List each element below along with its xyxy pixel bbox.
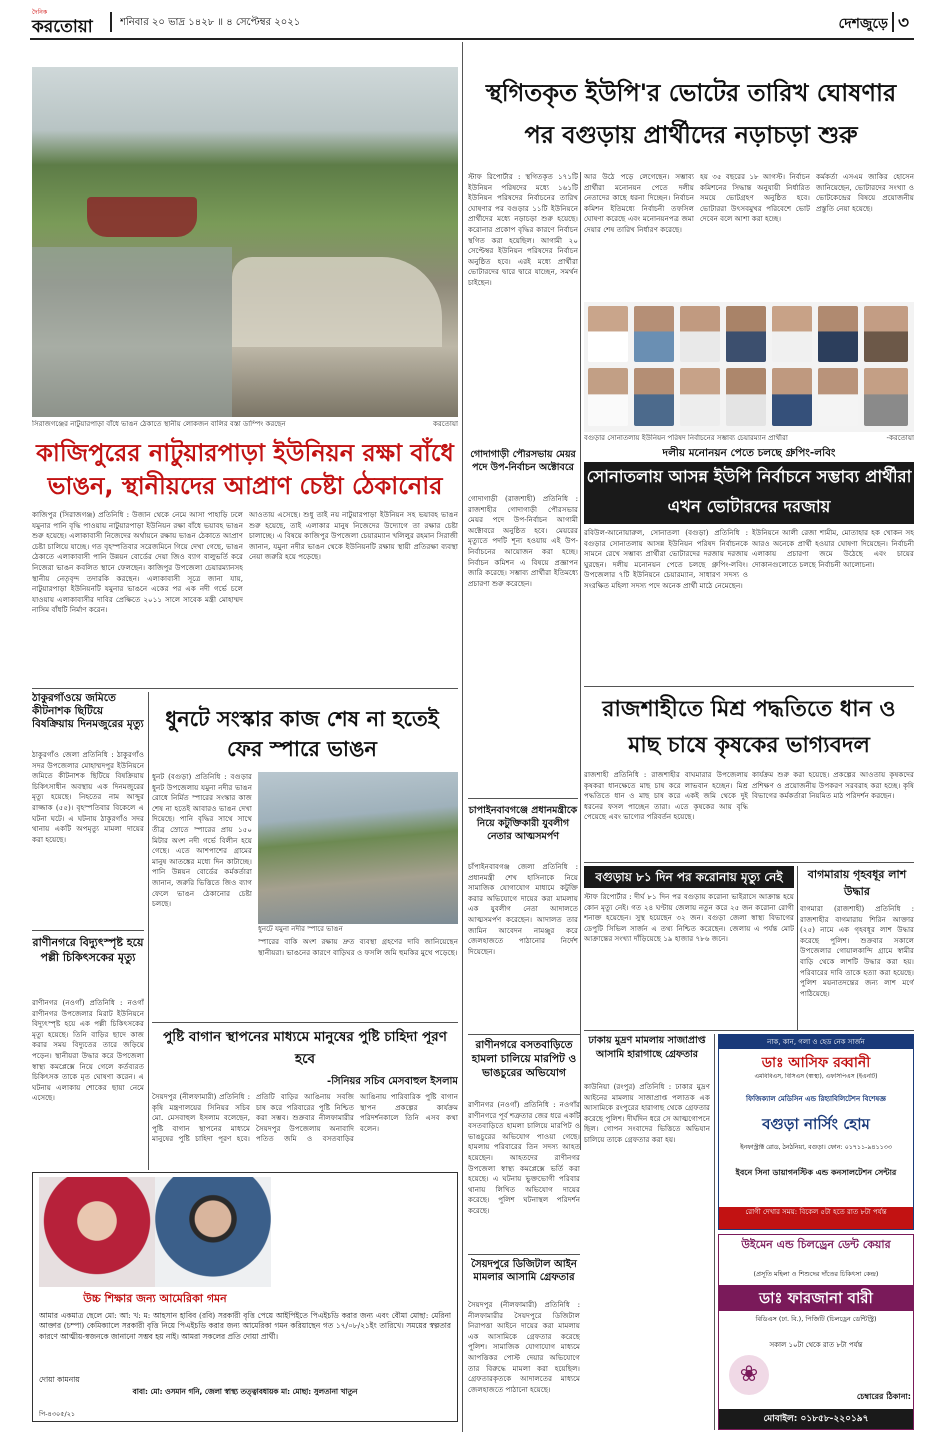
- story10-headline[interactable]: রাজশাহীতে মিশ্র পদ্ধতিতে ধান ও মাছ চাষে কৃষকের ভাগ্যবদল: [602, 697, 896, 758]
- logo-text: করতোয়া: [32, 17, 93, 34]
- story12-body: বাগমারা (রাজশাহী) প্রতিনিধি : রাজশাহীর বাগমারায় শিরিন আক্তার (২৫) নামে এক গৃহবধূর লাশ উদ্ধার করেছে পুলিশ। শুক্রবার সকালে উপজেলার গোয়ালকান্দি গ্রামে স্বামীর বাড়ি থেকে লাশটি উদ্ধার করা হয়। পরিবারের দাবি তাকে হত্যা করা হয়েছে। পুলিশ ময়নাতদন্তের জন্য লাশ মর্গে পাঠিয়েছে।: [800, 904, 914, 998]
- logo[interactable]: [30, 8, 108, 34]
- story14-body: চাঁপাইনবাবগঞ্জ জেলা প্রতিনিধি : প্রধানমন্ত্রী শেখ হাসিনাকে নিয়ে সামাজিক যোগাযোগ মাধ্যমে কটুক্তি করার অভিযোগে দায়ের করা মামলায় এক যুবলীগ নেতা আদালতে আত্মসমর্পণ করেছেন। আদালত তার জামিন আবেদন নামঞ্জুর করে জেলহাজতে পাঠানোর নির্দেশ দিয়েছেন।: [468, 862, 578, 956]
- candidate-photo: [864, 306, 908, 362]
- doctor2-subtitle: (প্রসূতি মহিলা ও শিশুদের দাঁতের চিকিৎসা কেন্দ্র): [753, 1270, 879, 1278]
- candidate-photo: [634, 306, 674, 362]
- graduation-ad-parents: বাবা: মো: ওসমান গনি, জেলা স্বাস্থ্য তত্ত্বাবধায়ক মা: মোছা: সুলতানা খাতুন: [132, 1387, 358, 1396]
- candidate-photo: [588, 306, 628, 362]
- graduation-ad-title: উচ্চ শিক্ষার জন্য আমেরিকা গমন: [39, 1290, 271, 1308]
- spur-photo: [258, 772, 458, 924]
- story7-body: স্টাফ রিপোর্টার : স্থগিতকৃত ১৭১টি ইউনিয়ন পরিষদের মধ্যে ১৬১টি ইউনিয়ন পরিষদের নির্বাচনের তারিখ ঘোষণার পর বগুড়ার ১১টি ইউনিয়নে প্রার্থীদের মধ্যে নড়াচড়া শুরু হয়েছে। করোনার প্রকোপ বৃদ্ধির কারণে নির্বাচন স্থগিত করা হয়েছিল। আগামী ২০ সেপ্টেম্বর ইউনিয়ন পরিষদের নির্বাচন অনুষ্ঠিত হবে। এরই মধ্যে প্রার্থীরা ভোটারদের দ্বারে দ্বারে যাচ্ছেন, সমর্থন চাইছেন।: [468, 172, 578, 287]
- story5-byline: -সিনিয়র সচিব মেসবাহুল ইসলাম: [327, 1076, 458, 1087]
- story14-headline[interactable]: চাপাইনবাবগঞ্জে প্রধানমন্ত্রীকে নিয়ে কটুক্তিকারী যুবলীগ নেতার আত্মসমর্পণ: [468, 805, 578, 842]
- graduation-ad-ref: পি-৪৩০৫/২১: [39, 1410, 76, 1418]
- doctor2-title: উইমেন এন্ড চিলড্রেন ডেন্ট কেয়ার: [741, 1238, 891, 1251]
- candidate-photo: [772, 368, 812, 426]
- story7-body2: আর উঠে পড়ে লেগেছেন। সম্ভাব্য প্রার্থীরা মনোনয়ন পেতে দলীয় নেতাদের কাছে ধরনা দিচ্ছেন। নির্বাচন কমিশন ইতিমধ্যে নির্বাচনী তফসিল ঘোষণা করেছে এবং মনোনয়নপত্র জমা দেয়ার শেষ তারিখ নির্ধারণ করেছে।: [584, 172, 694, 234]
- divider-h1: [32, 688, 458, 689]
- story11-body: স্টাফ রিপোর্টার : দীর্ঘ ৮১ দিন পর বগুড়ায় করোনা ভাইরাসে আক্রান্ত হয়ে কোন মৃত্যু নেই। গত ২৪ ঘণ্টায় জেলায় নতুন করে ২৫ জন করোনা রোগী শনাক্ত হয়েছেন। সুস্থ হয়েছেন ৩২ জন। বগুড়া জেলা স্বাস্থ্য বিভাগের ডেপুটি সিভিল সার্জন এ তথ্য নিশ্চিত করেছেন। জেলায় এ পর্যন্ত মোট আক্রান্তের সংখ্যা দাঁড়িয়েছে ১৯ হাজার ৭৮৬ জনে।: [584, 892, 794, 944]
- story4-body: ধুনট (বগুড়া) প্রতিনিধি : বগুড়ার ধুনট উপজেলায় যমুনা নদীর ভাঙন রোধে নির্মিত স্পারের সংস্কার কাজ শেষ না হতেই আবারও ভাঙন দেখা দিয়েছে। পানি বৃদ্ধির সাথে সাথে তীব্র স্রোতে স্পারের প্রায় ১৫০ মিটার অংশ নদী গর্ভে বিলীন হয়ে গেছে। এতে আশপাশের গ্রামের মানুষ আতঙ্কের মধ্যে দিন কাটাচ্ছে। পানি উন্নয়ন বোর্ডের কর্মকর্তারা জানান, জরুরি ভিত্তিতে জিও ব্যাগ ফেলে ভাঙন ঠেকানোর চেষ্টা চলছে।: [152, 772, 252, 909]
- story7-body3: হয় ৩৫ বছরের ১৮ আগস্ট। নির্বাচন কমিশনের সিদ্ধান্ত অনুযায়ী নির্ধারিত সময়ে ভোটগ্রহণ অনুষ্ঠিত হবে। ভোটাররা উৎসবমুখর পরিবেশে ভোট দেবেন বলে আশা করা হচ্ছে।: [700, 172, 810, 224]
- doctor1-name: ডাঃ আসিফ রব্বানী: [761, 1055, 871, 1071]
- story3-body: রাণীনগর (নওগাঁ) প্রতিনিধি : নওগাঁ রাণীনগর উপজেলার মিরাট ইউনিয়নে বিদ্যুৎস্পৃষ্ট হয়ে এক পল্লী চিকিৎসকের মৃত্যু হয়েছে। তিনি বাড়ির ছাদে কাজ করার সময় বিদ্যুতের তারে জড়িয়ে পড়েন। স্থানীয়রা উদ্ধার করে উপজেলা স্বাস্থ্য কমপ্লেক্সে নিয়ে গেলে কর্তব্যরত চিকিৎসক তাকে মৃত ঘোষণা করেন। এ ঘটনায় এলাকায় শোকের ছায়া নেমে এসেছে।: [32, 998, 144, 1103]
- doctor1-degree: এমবিবিএস, বিসিএস (স্বাস্থ্য), এফসিপিএস (ইএনটি): [754, 1073, 878, 1080]
- doctor1-address: ইনফাস্ট্রাক্ট রোড, ঠনঠনিয়া, বগুড়া। ফোন: ০১৭১১-৯৪১১৩৩: [740, 1144, 892, 1151]
- doctor1-center: ইবনে সিনা ডায়াগনস্টিক এন্ড কনসালটেশন সেন্টার: [735, 1168, 897, 1177]
- story3-headline[interactable]: রাণীনগরে বিদ্যুৎস্পৃষ্ট হয়ে পল্লী চিকিৎসকের মৃত্যু: [32, 936, 144, 964]
- candidate-photo: [726, 368, 766, 426]
- doctor1-top: নাক, কান, গলা ও হেড নেক সার্জন: [719, 1035, 913, 1049]
- story2-body: ঠাকুরগাঁও জেলা প্রতিনিধি : ঠাকুরগাঁও সদর উপজেলার মোহাম্মদপুর ইউনিয়নে জমিতে কীটনাশক ছিটিয়ে বিষক্রিয়ায় চিকিৎসাধীন অবস্থায় এক দিনমজুরের মৃত্যু হয়েছে। নিহতের নাম আব্দুর রাজ্জাক (৫৫)। বৃহস্পতিবার বিকেলে এ ঘটনা ঘটে। এ ঘটনায় ঠাকুরগাঁও সদর থানায় একটি অপমৃত্যু মামলা দায়ের করা হয়েছে।: [32, 750, 144, 844]
- divider-main-v: [462, 42, 463, 1432]
- divider-v3: [797, 866, 798, 1030]
- divider-s6: [468, 1034, 580, 1035]
- section-name: দেশজুড়ে: [838, 16, 888, 32]
- story5-headline[interactable]: পুষ্টি বাগান স্থাপনের মাধ্যমে মানুষের পুষ্টি চাহিদা পূরণ হবে: [163, 1029, 447, 1067]
- doctor-ad-2[interactable]: [718, 1234, 914, 1430]
- graduation-ad-greeting: দোয়া কামনায়: [39, 1375, 80, 1384]
- candidate-photo: [680, 368, 720, 426]
- doctor2-phone: মোবাইল: ০১৮৫৮-২২০১৯৭: [719, 1409, 913, 1429]
- story7-caption: বগুড়ার সোনাতলায় ইউনিয়ন পরিষদ নির্বাচনের সম্ভাব্য চেয়ারম্যান প্রার্থীরা: [584, 434, 788, 442]
- candidate-photo: [864, 368, 908, 426]
- story9-body2: ইউনিয়নে আলী রেজা শামীম, মোতাহার হক খোকন সহ আরও অনেকে প্রার্থী হওয়ার ঘোষণা দিয়েছেন। নির্বাচনী এলাকায় প্রচারণা জমে উঠেছে এবং চায়ের দোকানগুলোতে চলছে নির্বাচনী আলোচনা।: [752, 528, 914, 569]
- sandbags-shape: [232, 257, 442, 347]
- embankment-photo: [32, 67, 458, 417]
- doctor2-time: সকাল ১০টা থেকে রাত ৮টা পর্যন্ত: [769, 1341, 863, 1349]
- story10-body2: কার্যক্রম শুরু করা হয়েছে। প্রকল্পের আওতায় কৃষকদের প্রশিক্ষণ ও প্রয়োজনীয় উপকরণ সরবরাহ করা হচ্ছে। কৃষি বিভাগের কর্মকর্তারা নিয়মিত মাঠ পরিদর্শন করছেন।: [752, 770, 914, 801]
- story4-headline[interactable]: ধুনটে সংস্কার কাজ শেষ না হতেই ফের স্পারে ভাঙন: [165, 707, 439, 761]
- candidate-photo: [680, 306, 720, 362]
- candidate-photo: [818, 368, 858, 426]
- divider-s8: [468, 798, 578, 799]
- story9-headline[interactable]: সোনাতলায় আসন্ন ইউপি নির্বাচনে সম্ভাব্য প্রার্থীরা এখন ভোটারদের দরজায়: [584, 462, 914, 524]
- candidate-photo: [726, 306, 766, 362]
- story11-headline[interactable]: বগুড়ায় ৮১ দিন পর করোনায় মৃত্যু নেই: [584, 866, 794, 888]
- issue-date: শনিবার ২০ ভাদ্র ১৪২৮ ॥ ৪ সেপ্টেম্বর ২০২১: [120, 17, 301, 28]
- story10-body: রাজশাহী প্রতিনিধি : রাজশাহীর বাঘমারার উপজেলায় কৃষকরা ধানক্ষেতে মাছ চাষ করে লাভবান হচ্ছেন। মিশ্র পদ্ধতিতে ধান ও মাছ চাষ করে একই জমি থেকে দুই ধরনের ফসল পাচ্ছেন তারা। এতে কৃষকের আয় বৃদ্ধি পেয়েছে এবং ভাগ্যের পরিবর্তন হয়েছে।: [584, 770, 748, 822]
- story7-credit: -করতোয়া: [886, 434, 914, 442]
- doctor2-degree: বিডিএস (ঢা. বি.), পিজিটি (চিলড্রেন ডেন্টিস্ট্রি): [755, 1315, 877, 1323]
- boat-shape: [87, 197, 197, 237]
- masthead: [30, 8, 914, 36]
- doctor2-name: ডাঃ ফারজানা বারী: [719, 1285, 913, 1311]
- story4-body2: স্পারের বাকি অংশ রক্ষায় দ্রুত ব্যবস্থা গ্রহণের দাবি জানিয়েছেন স্থানীয়রা। ভাঙনের কারণে বাড়িঘর ও ফসলি জমি হুমকির মুখে পড়েছে।: [258, 937, 458, 957]
- divider-h4: [584, 862, 914, 863]
- story8-headline[interactable]: গোদাগাড়ী পৌরসভায় মেয়র পদে উপ-নির্বাচন অক্টোবরে: [470, 449, 576, 473]
- story5-body: সৈয়দপুর (নীলফামারী) প্রতিনিধি : কৃষি মন্ত্রণালয়ের সিনিয়র সচিব মো. মেসবাহুল ইসলাম বলেছেন, পুষ্টি বাগান স্থাপনের মাধ্যমে মানুষের পুষ্টি চাহিদা পূরণ হবে। প্রতিটি বাড়ির আঙিনায় সবজি চাষ করে পরিবারের পুষ্টি নিশ্চিত করা সম্ভব। শুক্রবার নীলফামারীর সৈয়দপুর উপজেলায় অনাবাদি পতিত জমি ও বসতবাড়ির আঙিনায় পারিবারিক পুষ্টি বাগান স্থাপন প্রকল্পের কার্যক্রম পরিদর্শনকালে তিনি এসব কথা বলেন।: [152, 1092, 458, 1144]
- divider-h2: [152, 1022, 458, 1023]
- divider-v1: [148, 692, 149, 1170]
- doctor2-chamber: চেম্বারের ঠিকানা:: [856, 1392, 911, 1401]
- story2-headline[interactable]: ঠাকুরগাঁওয়ে জমিতে কীটনাশক ছিটিয়ে বিষক্রিয়ায় দিনমজুরের মৃত্যু: [32, 692, 144, 730]
- divider-h5: [584, 1030, 914, 1031]
- story1-body2: আওতায় এসেছে। শুধু তাই নয় নাটুয়ারপাড়া ইউনিয়ন সহ ভয়াবহ ভাঙন শুরু হয়েছে, তাই এলাকার মানুষ নিজেদের উদ্যোগে তা রক্ষার চেষ্টা চালাচ্ছে। এ বিষয়ে কাজিপুর উপজেলা চেয়ারম্যান খলিলুর রহমান সিরাজী জানান, যমুনা নদীর ভাঙন থেকে ইউনিয়নটি রক্ষায় স্থায়ী প্রতিরক্ষা ব্যবস্থা নেয়া জরুরি হয়ে পড়েছে।: [249, 510, 458, 562]
- masthead-rule: [30, 38, 914, 40]
- doctor1-time: রোগী দেখার সময়: বিকেল ৫টা হতে রাত ৮টা পর্যন্ত: [719, 1207, 913, 1229]
- doctor1-specialty: ফিজিক্যাল মেডিসিন এন্ড রিহ্যাবিলিটেশন বিশেষজ্ঞ: [746, 1095, 886, 1103]
- story1-body: কাজিপুর (সিরাজগঞ্জ) প্রতিনিধি : উজান থেকে নেমে আসা পাহাড়ি ঢলে যমুনার পানি বৃদ্ধি পাওয়ায় নাটুয়ারপাড়া ইউনিয়ন রক্ষা বাঁধে ভয়াবহ ভাঙন শুরু হয়েছে। এলাকাবাসী নিজেদের অর্থায়নে রক্ষায় ভাঙন ঠেকাতে আপ্রাণ চেষ্টা চালিয়ে যাচ্ছে। গত বৃহস্পতিবার সরেজমিনে গিয়ে দেখা গেছে, ভাঙন ঠেকাতে এলাকাবাসী পানি উন্নয়ন বোর্ডের দেয়া জিও ব্যাগ বালুভর্তি করে নিজেরা ভাঙন কবলিত স্থানে ফেলছেন। কাজিপুর উপজেলা চেয়ারম্যানসহ স্থানীয় নেতৃবৃন্দ তদারকি করছেন। এলাকাবাসী সূত্রে জানা যায়, নাটুয়ারপাড়া ইউনিয়নটি যমুনার ভাঙনে একের পর এক নদী গর্ভে চলে যাওয়ায় এলাকাবাসীর দাবির প্রেক্ষিতে ২০১১ সালে সাবেক মন্ত্রী মোহাম্মদ নাসিম বাঁধটি নির্মাণ করেন।: [32, 510, 243, 615]
- logo-small: দৈনিক: [32, 9, 48, 16]
- story8-body: গোদাগাড়ী (রাজশাহী) প্রতিনিধি : রাজশাহীর গোদাগাড়ী পৌরসভার মেয়র পদে উপ-নির্বাচন আগামী অক্টোবরে অনুষ্ঠিত হবে। মেয়রের মৃত্যুতে পদটি শূন্য হওয়ায় এই উপ-নির্বাচনের আয়োজন করা হচ্ছে। নির্বাচন কমিশন এ বিষয়ে প্রজ্ঞাপন জারি করেছে। সম্ভাব্য প্রার্থীরা ইতিমধ্যে প্রচারণা শুরু করেছেন।: [468, 494, 578, 588]
- divider-v2: [580, 172, 581, 1150]
- divider-h3: [584, 686, 914, 687]
- graduation-ad-body: আমার একমাত্র ছেলে মো: আ: খ: ম: আহসান হাবিব (রবি) সরকারী বৃত্তি পেয়ে আইপিইতে পিএইচডি করার জন্য এবং বৌমা মোছা: মেরিনা আক্তার (চম্পা) কেমিক্যালে সরকারী বৃত্তি নিয়ে পিএইচডি করার জন্য আমেরিকা গমন করিয়াছেন গত ১৭/০৮/২১ইং তারিখে। সময়ের স্বল্পতার কারণে আত্মীয়-স্বজনকে জানানো সম্ভব হয় নাই। আমরা সকলের প্রতি দোয়া প্রার্থী।: [39, 1311, 451, 1341]
- candidate-photo: [634, 368, 674, 426]
- candidate-photo: [818, 306, 858, 362]
- story15-body: কাউনিয়া (রংপুর) প্রতিনিধি : ঢাকার মুদ্রণ আইনের মামলায় সাজাপ্রাপ্ত পলাতক এক আসামিকে রংপুরের হারাগাছ থেকে গ্রেফতার করেছে পুলিশ। দীর্ঘদিন ধরে সে আত্মগোপনে ছিল। গোপন সংবাদের ভিত্তিতে অভিযান চালিয়ে তাকে গ্রেফতার করা হয়।: [584, 1082, 710, 1144]
- photo2-caption: ধুনটে যমুনা নদীর স্পারে ভাঙন: [258, 925, 343, 933]
- page-number: ৩: [898, 13, 910, 33]
- story7-headline[interactable]: স্থগিতকৃত ইউপি'র ভোটের তারিখ ঘোষণার পর বগুড়ায় প্রার্থীদের নড়াচড়া শুরু: [485, 79, 897, 149]
- doctor1-hospital: বগুড়া নার্সিং হোম: [762, 1115, 870, 1133]
- bride-photo: [39, 1177, 155, 1287]
- section-divider: [892, 12, 894, 32]
- candidate-photo: [772, 306, 812, 362]
- header-divider: [110, 12, 112, 32]
- divider-s2: [32, 930, 144, 931]
- story9-kicker: দলীয় মনোনয়ন পেতে চলছে গ্রুপিং-লবিং: [662, 447, 836, 459]
- story6-headline[interactable]: রাণীনগরে বসতবাড়িতে হামলা চালিয়ে মারপিট ও ভাঙচুরের অভিযোগ: [471, 1039, 577, 1079]
- candidate-photo: [588, 368, 628, 426]
- groom-photo: [155, 1177, 271, 1287]
- story13-body: সৈয়দপুর (নীলফামারী) প্রতিনিধি : নীলফামারীর সৈয়দপুরে ডিজিটাল নিরাপত্তা আইনে দায়ের করা মামলায় এক আসামিকে গ্রেফতার করেছে পুলিশ। সামাজিক যোগাযোগ মাধ্যমে আপত্তিকর পোস্ট দেয়ার অভিযোগে তার বিরুদ্ধে মামলা করা হয়েছিল। গ্রেফতারকৃতকে আদালতের মাধ্যমে জেলহাজতে পাঠানো হয়েছে।: [468, 1300, 580, 1394]
- story12-headline[interactable]: বাগমারায় গৃহবধূর লাশ উদ্ধার: [807, 868, 907, 898]
- story9-body: রবিউল-আনোয়ারুল, সোনাতলা (বগুড়া) প্রতিনিধি : বগুড়ার সোনাতলায় আসন্ন ইউনিয়ন পরিষদ নির্বাচনকে সামনে রেখে সম্ভাব্য প্রার্থীরা ভোটারদের দরজায় দরজায় ঘুরছেন। দলীয় মনোনয়ন পেতে চলছে গ্রুপিং-লবিং। উপজেলার ৭টি ইউনিয়নে চেয়ারম্যান, সাধারণ সদস্য ও সংরক্ষিত মহিলা সদস্য পদে অনেক প্রার্থী মাঠে নেমেছেন।: [584, 528, 748, 590]
- divider-s13: [468, 1254, 580, 1255]
- divider-v4: [714, 1034, 715, 1430]
- water-shape: [32, 247, 232, 417]
- story7-body4: কর্মকর্তা এসএম জাকির হোসেন জানিয়েছেন, ভোটারদের সংখ্যা ও ভোটকেন্দ্রের বিষয়ে প্রয়োজনীয় প্রস্তুতি নেয়া হয়েছে।: [816, 172, 914, 213]
- story15-headline[interactable]: ঢাকায় মুদ্রণ মামলায় সাজাপ্রাপ্ত আসামি হারাগাছে গ্রেফতার: [588, 1035, 706, 1060]
- photo1-credit: করতোয়া: [433, 420, 458, 428]
- candidates-photo-grid: [584, 302, 914, 432]
- story6-body: রাণীনগর (নওগাঁ) প্রতিনিধি : নওগাঁর রাণীনগরে পূর্ব শত্রুতার জের ধরে একটি বসতবাড়িতে হামলা চালিয়ে মারপিট ও ভাঙচুরের অভিযোগ পাওয়া গেছে। হামলায় পরিবারের তিন সদস্য আহত হয়েছেন। আহতদের রাণীনগর উপজেলা স্বাস্থ্য কমপ্লেক্সে ভর্তি করা হয়েছে। এ ঘটনায় ভুক্তভোগী পরিবার থানায় লিখিত অভিযোগ দায়ের করেছে। পুলিশ ঘটনাস্থল পরিদর্শন করেছে।: [468, 1100, 580, 1215]
- story13-headline[interactable]: সৈয়দপুরে ডিজিটাল আইন মামলার আসামি গ্রেফতার: [471, 1259, 577, 1283]
- story1-headline[interactable]: কাজিপুরের নাটুয়ারপাড়া ইউনিয়ন রক্ষা বাঁধে ভাঙন, স্থানীয়দের আপ্রাণ চেষ্টা ঠেকানোর: [36, 439, 454, 500]
- graduation-ad[interactable]: [32, 1172, 458, 1422]
- doctor-ad-1[interactable]: [718, 1034, 914, 1230]
- tooth-icon: ❀: [729, 1355, 769, 1395]
- photo1-caption: সিরাজগঞ্জের নাটুয়ারপাড়া বাঁধে ভাঙন ঠেকাতে স্থানীয় লোকজন বালির বস্তা ডাম্পিং করছেন: [32, 420, 286, 428]
